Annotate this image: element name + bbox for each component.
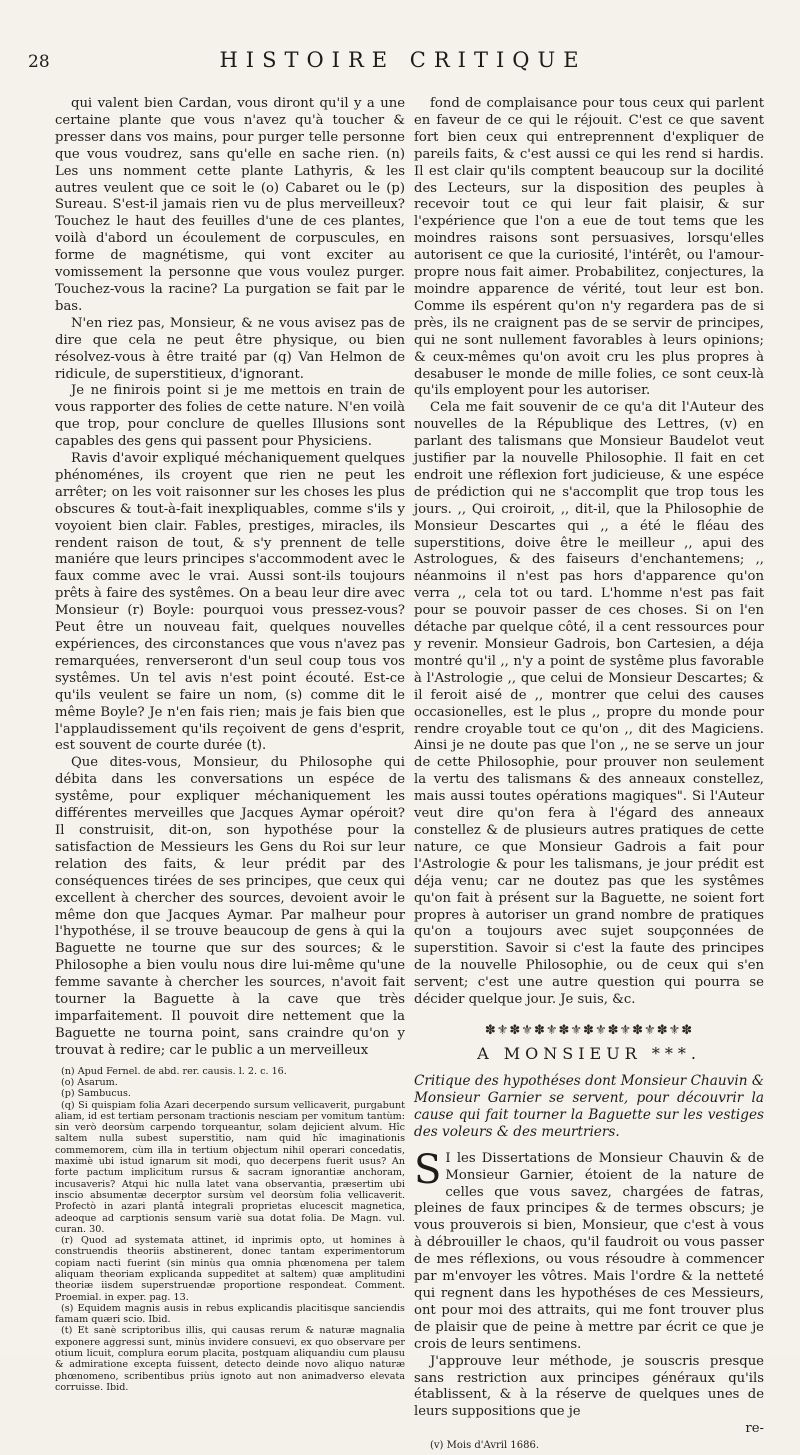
letter-paragraph: J'approuve leur méthode, je souscris presque sans restriction aux principes généraux qu'ils établissent, & à la réserve de quelques unes de leurs suppositions que je (414, 1353, 764, 1420)
paragraph: Ravis d'avoir expliqué méchaniquement quelques phénoménes, ils croyent que rien ne peut les arrêter; on les voit raisonner sur les choses les plus obscures & tout-à-fait inexpliquables, comme s'ils y voyoient bien clair. Fables, prestiges, miracles, ils rendent raison de tout, & s'y prennent de telle maniére que leurs principes s'accommodent avec le faux comme avec le vrai. Aussi sont-ils toujours prêts à faire des systêmes. On a beau leur dire avec Monsieur (r) Boyle: pourquoi vous pressez-vous? Peut être un nouveau fait, quelques nouvelles expériences, des circonstances que vous n'avez pas remarquées, renverseront d'un seul coup tous vos systêmes. Un tel avis n'est point écouté. Est-ce qu'ils veulent se faire un nom, (s) comme dit le même Boyle? Je n'en fais rien; mais je fais bien que l'applaudissement qu'ils reçoivent de gens d'esprit, est souvent de courte durée (t). (55, 451, 405, 754)
paragraph: fond de complaisance pour tous ceux qui parlent en faveur de ce qui le réjouit. C'est ce que savent fort bien ceux qui entreprennent d'expliquer de pareils faits, & c'est aussi ce qui les rend si hardis. Il est clair qu'ils comptent beaucoup sur la docilité des Lecteurs, sur la disposition des peuples à recevoir tout ce qui leur fait plaisir, & sur l'expérience que l'on a eue de tout tems que les moindres raisons sont persuasives, lorsqu'elles autorisent ce que la curiosité, l'intérêt, ou l'amour-propre nous fait aimer. Probabilitez, conjectures, la moindre apparence de vérité, tout leur est bon. Comme ils espérent qu'on n'y regardera pas de si près, ils ne craignent pas de se servir de principes, qui ne sont nullement favorables à leurs opinions; & ceux-mêmes qu'on avoit cru les plus propres à desabuser le monde de mille folies, ce sont ceux-là qu'ils employent pour les autoriser. (414, 96, 764, 399)
letter-addressee: A MONSIEUR ***. (477, 1043, 701, 1063)
footnotes (55, 1066, 405, 1394)
footnote: (n) Apud Fernel. de abd. rer. causis. l. 2. c. 16. (61, 1065, 287, 1077)
footnote: (s) Equidem magnis ausis in rebus explicandis placitisque sanciendis famam quæri scio. Ibid. (55, 1302, 405, 1326)
page-header (28, 48, 778, 78)
paragraph: qui valent bien Cardan, vous diront qu'il y a une certaine plante que vous n'avez qu'à toucher & presser dans vos mains, pour purger telle personne que vous voudrez, sans qu'elle en sache rien. (n) Les uns nomment cette plante Lathyris, & les autres veulent que ce soit le (o) Cabaret ou le (p) Sureau. S'est-il jamais rien vu de plus merveilleux? Touchez le haut des feuilles d'une de ces plantes, voilà d'abord un écoulement de corpuscules, en forme de magnétisme, qui vont exciter au vomissement la personne que vous voulez purger. Touchez-vous la racine? La purgation se fait par le bas. (55, 96, 405, 314)
footnote: (p) Sambucus. (61, 1088, 131, 1100)
footnote: (q) Si quispiam folia Azari decerpendo sursum vellicaverit, purgabunt aliam, id est tertiam personam tractionis nesciam per vomitum tantùm: sin verò deorsùm carpendo torqueantur, solam dejicient alvum. Hîc saltem nulla subest superstitio, nam quid hîc imaginationis commemorem, cùm illa in tertium objectum nihil operari concedatis, maximè ubi istud ignarum sit modi, quo decerpens fuerit usus? An forte pactum implicitum rursus & sacram ignorantiæ anchoram, incusaveris? Atqui hic nulla latet vana observantia, præsertim ubi inscio absumentæ decerptor sursùm vel deorsùm folia vellicaverit. Profectò in azari plantâ integrali proprietas elucescit magnetica, adeoque ad carptionis sensum variè sua dotat folia. De Magn. vul. curan. 30. (55, 1099, 405, 1235)
drop-cap: S (414, 1146, 442, 1193)
paragraph: Que dites-vous, Monsieur, du Philosophe qui débita dans les conversations un espéce de systême, pour expliquer méchaniquement les différentes merveilles que Jacques Aymar opéroit? Il construisit, dit-on, son hypothése pour la satisfaction de Messieurs les Gens du Roi sur leur relation des faits, & leur prédit par des conséquences tirées de ses principes, que ceux qui excellent à chercher des sources, devoient avoir le même don que Jacques Aymar. Par malheur pour l'hypothése, il se trouve beaucoup de gens à qui la Baguette ne tourne que sur des sources; & le Philosophe a bien voulu nous dire lui-même qu'une femme savante à chercher les sources, n'avoit fait tourner la Baguette à la cave que très imparfaitement. Il pouvoit dire nettement que la Baguette ne tourna point, sans craindre qu'on y trouvat à redire; car le public a un merveilleux (55, 755, 405, 1058)
footnote: (t) Et sanè scriptoribus illis, qui causas rerum & naturæ magnalia exponere aggressi sunt, minùs invidere consuevi, ex quo observare per otium licuit, complura eorum placita, postquam aliquandiu cum plausu & admiratione excepta fuissent, detecto deinde novo aliquo naturæ phœnomeno, scribentibus priùs ignoto aut non animadverso elevata corruisse. Ibid. (55, 1325, 405, 1393)
paragraph: Cela me fait souvenir de ce qu'a dit l'Auteur des nouvelles de la République des Lettres, (v) en parlant des talismans que Monsieur Baudelot veut justifier par la nouvelle Philosophie. Il fait en cet endroit une réflexion fort judicieuse, & une espéce de prédiction qui ne s'accomplit que trop tous les jours. ,, Qui croiroit, ,, dit-il, que la Philosophie de Monsieur Descartes qui ,, a été le fléau des superstitions, doive être le meilleur ,, apui des Astrologues, & des faiseurs d'enchantemens; ,, néanmoins il n'est pas hors d'apparence qu'on verra ,, cela tot ou tard. L'homme n'est pas fait pour se pouvoir passer de ces choses. Si on l'en détache par quelque côté, il a cent ressources pour y revenir. Monsieur Gadrois, bon Cartesien, a déja montré qu'il ,, n'y a point de systême plus favorable à l'Astrologie ,, que celui de Monsieur Descartes; & il feroit aisé de ,, montrer que celui des causes occasionelles, est le plus ,, propre du monde pour rendre croyable tout ce qu'on ,, dit des Magiciens. Ainsi je ne doute pas que l'on ,, ne se serve un jour de cette Philosophie, pour prouver non seulement la vertu des talismans & des anneaux constellez, mais aussi toutes opérations magiques". Si l'Auteur veut dire qu'on fera à l'égard des anneaux constellez & de plusieurs autres pratiques de cette nature, ce que Monsieur Gadrois a fait pour l'Astrologie & pour les talismans, je jour prédit est déja venu; car ne doutez pas que les systêmes qu'on fait à présent sur la Baguette, ne soient fort propres à autoriser un grand nombre de pratiques qu'on a toujours avec sujet soupçonnées de superstition. Savoir si c'est la faute des principes de la nouvelle Philosophie, ou de ceux qui s'en servent; c'est une autre question qui pourra se décider quelque jour. Je suis, &c. (414, 400, 764, 1008)
footnote: (r) Quod ad systemata attinet, id inprimis opto, ut homines à construendis theoriis abstinerent, donec tantam experimentorum copiam nacti fuerint (sin minùs qua omnia phœnomena per talem aliquam theoriam explicanda suppeditet at saltem) quæ amplitudini theoriæ iisdem superstruendæ proportione respondeat. Comment. Proemial. in exper. pag. 13. (55, 1235, 405, 1303)
paragraph: Je ne finirois point si je me mettois en train de vous rapporter des folies de cette nature. N'en voilà que trop, pour conclure de quelles Illusions sont capables des gens qui passent pour Physiciens. (55, 383, 405, 450)
ornament-divider: ✽⚜✽⚜✽⚜✽⚜✽⚜✽⚜✽⚜✽⚜✽ (484, 1022, 694, 1038)
left-column (55, 96, 405, 1393)
letter-subheading: Critique des hypothéses dont Monsieur Chauvin & Monsieur Garnier se servent, pour découvrir la cause qui fait tourner la Baguette sur les vestiges des voleurs & des meurtriers. (414, 1072, 764, 1140)
letter-paragraph (414, 1146, 764, 1354)
right-column (414, 96, 764, 1455)
footnote: (v) Mois d'Avril 1686. (430, 1440, 539, 1452)
letter-paragraph-text: I les Dissertations de Monsieur Chauvin & de Monsieur Garnier, étoient de la nature de celles que vous savez, chargées de fatras, pleines de faux principes & de termes obscurs; je vous prouverois si bien, Monsieur, que c'est à vous à débrouiller le chaos, qu'il faudroit ou vous passer de mes réflexions, ou vous résoudre à commencer par m'envoyer les vôtres. Mais l'ordre & la netteté qui regnent dans les hypothéses de ces Messieurs, ont pour moi des attraits, qui me font trouver plus de plaisir que de peine à mettre par écrit ce que je crois de leurs sentimens. (414, 1150, 764, 1352)
paragraph: N'en riez pas, Monsieur, & ne vous avisez pas de dire que cela ne peut être physique, ou bien résolvez-vous à être traité par (q) Van Helmon de ridicule, de superstitieux, d'ignorant. (55, 315, 405, 382)
page-number: 28 (28, 52, 50, 72)
catchword: re- (745, 1421, 764, 1437)
footnote: (o) Asarum. (61, 1076, 118, 1088)
running-head: HISTOIRE CRITIQUE (219, 48, 587, 72)
